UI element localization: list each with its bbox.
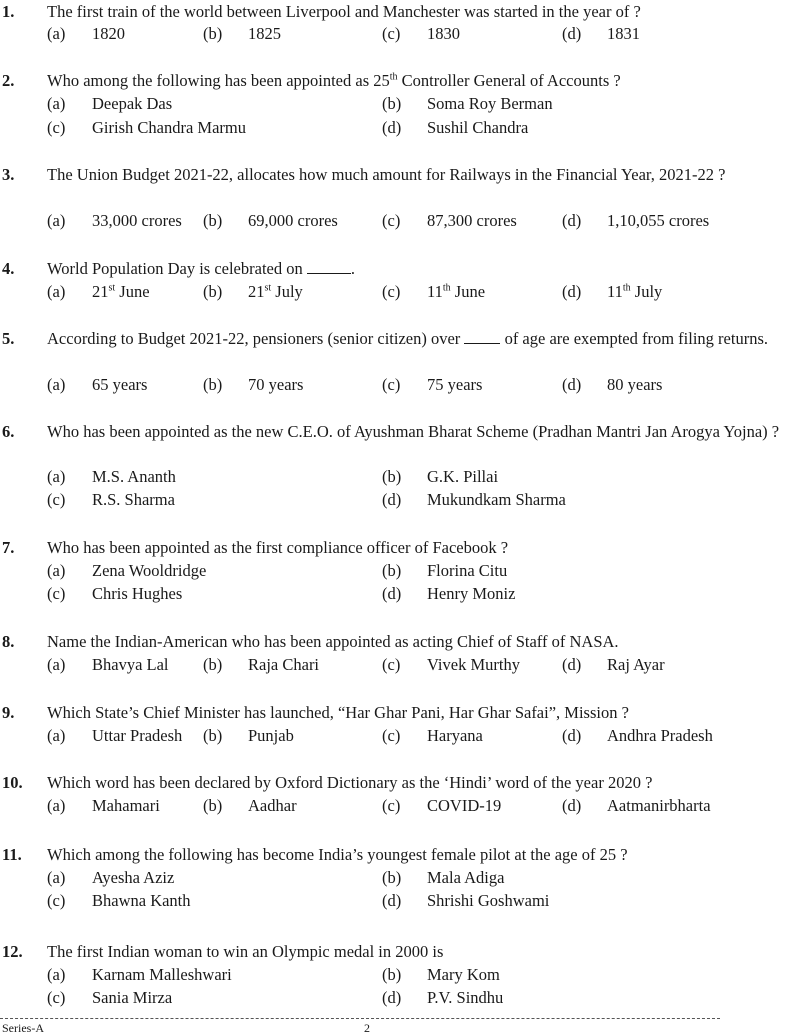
option-label: (a) [47, 868, 66, 887]
option-text: 1820 [92, 24, 125, 43]
question-number: 6. [2, 422, 15, 441]
question-number: 1. [2, 2, 15, 21]
options-row [0, 963, 720, 986]
option-text: 1831 [607, 24, 640, 43]
option-label: (c) [382, 655, 401, 674]
question-number: 7. [2, 538, 15, 557]
option-label: (c) [47, 490, 66, 509]
option-label: (a) [47, 24, 66, 43]
option-label: (a) [47, 965, 66, 984]
options-row [0, 209, 720, 232]
answer-blank [464, 329, 500, 344]
option-label: (c) [382, 24, 401, 43]
option-label: (d) [382, 584, 402, 603]
question-text: Who has been appointed as the new C.E.O. of Ayushman Bharat Scheme (Pradhan Mantri Jan Arogya Yojna) ? [47, 422, 780, 441]
option-text: Vivek Murthy [427, 655, 520, 674]
option-label: (c) [382, 375, 401, 394]
option-text: Mukundkam Sharma [427, 490, 566, 509]
option-label: (c) [382, 726, 401, 745]
option-text: Girish Chandra Marmu [92, 118, 246, 137]
question-text: The first train of the world between Liverpool and Manchester was started in the year of ? [47, 2, 641, 21]
option-label: (d) [562, 211, 582, 230]
options-row [0, 373, 720, 396]
option-label: (d) [382, 118, 402, 137]
question-number: 2. [2, 71, 15, 90]
option-text: M.S. Ananth [92, 467, 176, 486]
option-text: Deepak Das [92, 94, 173, 113]
option-text: Henry Moniz [427, 584, 516, 603]
option-text: Florina Citu [427, 561, 508, 580]
option-text: 75 years [427, 375, 483, 394]
footer-series: Series-A [2, 1021, 44, 1035]
option-text: 1,10,055 crores [607, 211, 710, 230]
option-label: (c) [47, 891, 66, 910]
option-label: (c) [382, 796, 401, 815]
question-number: 8. [2, 632, 15, 651]
option-label: (c) [47, 584, 66, 603]
options-row [0, 794, 720, 817]
option-text: 21st June [92, 282, 150, 301]
option-text: G.K. Pillai [427, 467, 499, 486]
option-label: (a) [47, 655, 66, 674]
option-text: 33,000 crores [92, 211, 182, 230]
option-text: Andhra Pradesh [607, 726, 713, 745]
option-text: Raj Ayar [607, 655, 665, 674]
option-label: (d) [382, 490, 402, 509]
question-number: 12. [2, 942, 23, 961]
options-row [0, 116, 720, 139]
option-label: (d) [562, 24, 582, 43]
option-label: (c) [47, 118, 66, 137]
option-label: (b) [203, 655, 223, 674]
question-number: 4. [2, 259, 15, 278]
option-text: Karnam Malleshwari [92, 965, 232, 984]
option-text: Ayesha Aziz [92, 868, 175, 887]
option-label: (c) [47, 988, 66, 1007]
option-text: Sania Mirza [92, 988, 173, 1007]
option-label: (c) [382, 211, 401, 230]
option-label: (d) [382, 891, 402, 910]
question-text: Which word has been declared by Oxford Dictionary as the ‘Hindi’ word of the year 2020 ? [47, 773, 653, 792]
options-row [0, 889, 720, 912]
option-label: (d) [562, 375, 582, 394]
option-text: 1830 [427, 24, 460, 43]
option-label: (b) [382, 94, 402, 113]
options-row [0, 280, 720, 303]
option-text: 11th June [427, 282, 486, 301]
question-text: Which among the following has become India’s youngest female pilot at the age of 25 ? [47, 845, 628, 864]
option-text: Aatmanirbharta [607, 796, 711, 815]
question-number: 3. [2, 165, 15, 184]
option-label: (a) [47, 211, 66, 230]
question-text: The first Indian woman to win an Olympic medal in 2000 is [47, 942, 444, 961]
question-text: World Population Day is celebrated on . [47, 259, 355, 278]
option-text: Sushil Chandra [427, 118, 529, 137]
option-label: (b) [382, 561, 402, 580]
option-text: 21st July [248, 282, 303, 301]
options-row [0, 559, 720, 582]
option-text: Shrishi Goshwami [427, 891, 550, 910]
question-text: Who has been appointed as the first compliance officer of Facebook ? [47, 538, 509, 557]
option-label: (d) [562, 655, 582, 674]
option-text: Chris Hughes [92, 584, 183, 603]
option-text: 69,000 crores [248, 211, 338, 230]
page-number: 2 [364, 1021, 370, 1035]
option-text: Punjab [248, 726, 294, 745]
option-text: 80 years [607, 375, 663, 394]
question-text: Which State’s Chief Minister has launched, “Har Ghar Pani, Har Ghar Safai”, Mission ? [47, 703, 629, 722]
option-label: (b) [382, 965, 402, 984]
option-label: (a) [47, 561, 66, 580]
question-text: Who among the following has been appointed as 25th Controller General of Accounts ? [47, 71, 621, 90]
option-text: Aadhar [248, 796, 297, 815]
option-text: Mala Adiga [427, 868, 505, 887]
option-text: R.S. Sharma [92, 490, 175, 509]
option-label: (b) [382, 467, 402, 486]
question-number: 11. [2, 845, 22, 864]
page-footer [0, 1018, 720, 1035]
option-text: Haryana [427, 726, 483, 745]
answer-blank [307, 259, 351, 274]
option-text: COVID-19 [427, 796, 502, 815]
option-text: 87,300 crores [427, 211, 517, 230]
option-label: (b) [203, 211, 223, 230]
option-label: (d) [562, 796, 582, 815]
option-label: (a) [47, 467, 66, 486]
option-label: (c) [382, 282, 401, 301]
option-label: (b) [203, 726, 223, 745]
options-row [0, 582, 720, 605]
option-text: P.V. Sindhu [427, 988, 504, 1007]
option-text: 1825 [248, 24, 281, 43]
option-text: Soma Roy Berman [427, 94, 553, 113]
question-text: The Union Budget 2021-22, allocates how much amount for Railways in the Financial Year, 2021-22 ? [47, 165, 726, 184]
options-row [0, 986, 720, 1009]
option-label: (a) [47, 94, 66, 113]
option-text: Mary Kom [427, 965, 500, 984]
option-text: Raja Chari [248, 655, 320, 674]
option-text: 65 years [92, 375, 148, 394]
option-label: (b) [203, 375, 223, 394]
option-label: (b) [203, 24, 223, 43]
option-label: (b) [203, 796, 223, 815]
question-number: 10. [2, 773, 23, 792]
option-text: Mahamari [92, 796, 160, 815]
option-label: (a) [47, 282, 66, 301]
option-label: (b) [203, 282, 223, 301]
question-number: 9. [2, 703, 15, 722]
question-text: Name the Indian-American who has been appointed as acting Chief of Staff of NASA. [47, 632, 619, 651]
option-text: Zena Wooldridge [92, 561, 207, 580]
option-text: Bhawna Kanth [92, 891, 191, 910]
options-row [0, 724, 720, 747]
option-label: (d) [562, 282, 582, 301]
options-row [0, 488, 720, 511]
option-text: Uttar Pradesh [92, 726, 183, 745]
option-label: (a) [47, 796, 66, 815]
options-row [0, 866, 720, 889]
option-label: (d) [382, 988, 402, 1007]
options-row [0, 22, 720, 45]
question-text: According to Budget 2021-22, pensioners (senior citizen) over of age are exempted from filing returns. [47, 329, 768, 348]
options-row [0, 92, 720, 115]
options-row [0, 653, 720, 676]
option-text: Bhavya Lal [92, 655, 169, 674]
option-label: (d) [562, 726, 582, 745]
question-number: 5. [2, 329, 15, 348]
option-label: (a) [47, 726, 66, 745]
options-row [0, 465, 720, 488]
option-label: (b) [382, 868, 402, 887]
option-text: 70 years [248, 375, 304, 394]
option-text: 11th July [607, 282, 663, 301]
option-label: (a) [47, 375, 66, 394]
